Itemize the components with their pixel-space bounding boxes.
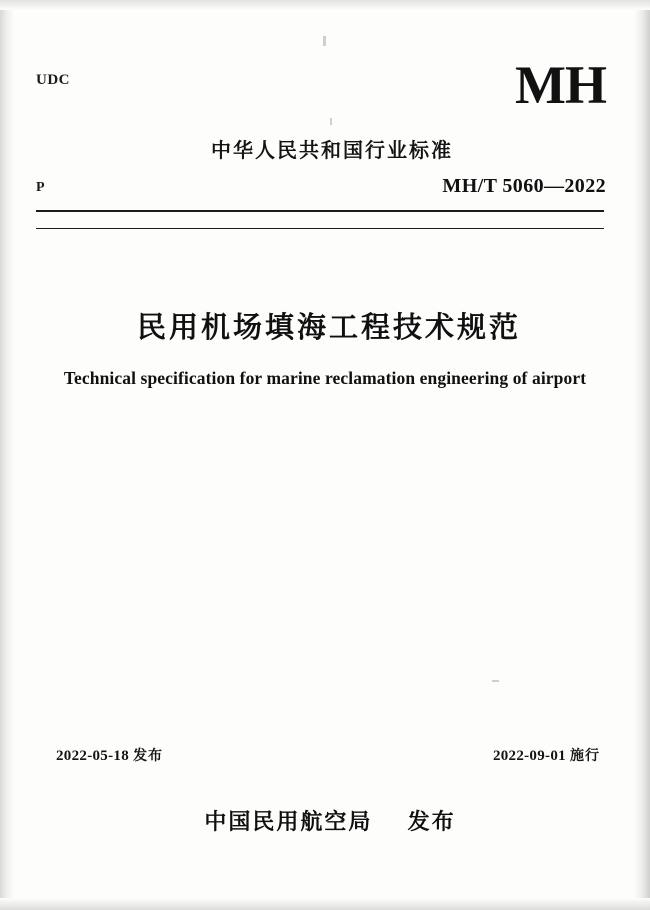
page-title: 民用机场填海工程技术规范 (136, 310, 521, 344)
publisher-action-label: 发布 (407, 810, 456, 835)
classification-p-label: P (36, 180, 45, 195)
scan-speck (323, 36, 326, 46)
standard-series-title: 中华人民共和国行业标准 (211, 138, 453, 162)
publisher-block (0, 805, 650, 836)
issue-date-label: 发布 (133, 748, 164, 764)
page-title-english: Technical specification for marine reclamation engineering of airport (63, 368, 587, 388)
effective-date-block (493, 745, 600, 765)
divider-rule-thick (36, 210, 604, 212)
divider-rule-thin (36, 228, 604, 229)
standard-number: MH/T 5060—2022 (442, 175, 606, 197)
issue-date-block (56, 745, 163, 765)
mh-series-mark: MH (515, 55, 606, 115)
scan-speck (330, 118, 332, 125)
udc-label: UDC (36, 72, 70, 88)
issue-date-value: 2022-05-18 (56, 748, 129, 764)
publisher-name: 中国民用航空局 (204, 810, 373, 835)
effective-date-label: 施行 (570, 748, 600, 764)
effective-date-value: 2022-09-01 (492, 748, 566, 764)
scan-speck (492, 680, 499, 682)
